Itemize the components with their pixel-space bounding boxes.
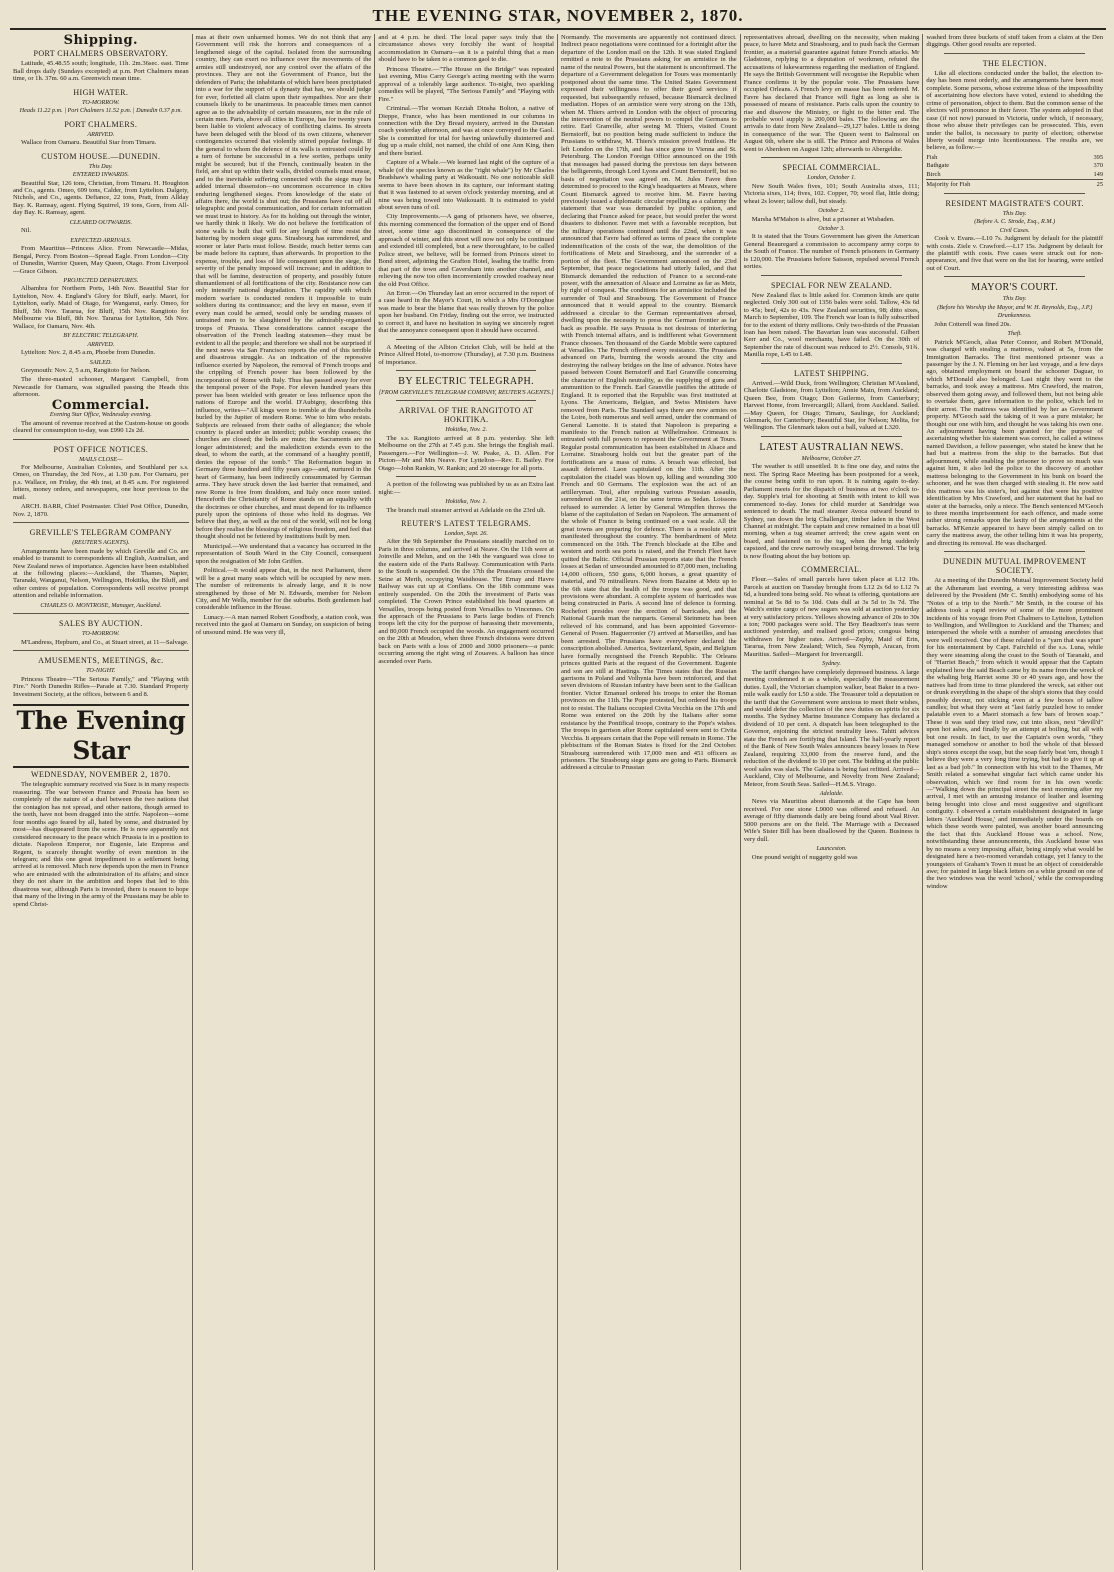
post-office-text: For Melbourne, Australian Colonies, and Southland per s.s. Omeo, on Thursday, the 3rd Nov., at 1.30 p.m. For Oamaru, per p.s. Wallace, on Friday, the 4th inst, at 8.45 a.m. For registered letters, money orders, and newspapers, one hour previous to the mail. <box>13 464 189 501</box>
evening-star-title: The Evening Star <box>13 704 189 768</box>
adelaide-text: News via Mauritius about diamonds at the Cape has been received. For one stone L9000 was offered and refused. An average of fifty diamonds daily are being found about Vaal River. 5000 persons are on the field. The Marriage with a Deceased Wife's Sister Bill has been disallowed by the Queen. Business is very dull. <box>743 798 920 843</box>
divider <box>396 339 537 340</box>
divider <box>761 363 902 364</box>
special-commercial-sub-3: October 3. <box>818 224 845 232</box>
divider <box>396 476 537 477</box>
special-commercial-sub-2: October 2. <box>818 207 845 215</box>
editorial-text: The telegraphic summary received via Suez is in many respects reassuring. The war between France and Prussia has been so completely of the nature of a duel between the two nations that the contagion has not spread, and other nations, though armed to the teeth, have not been dragged into the strife. Napoleon—some four months ago feared by all, hated by some, and distrusted by most—has disappeared from the scene. He is now apparently not considered necessary to the peace which Prussia is in a position to dictate. Napoleon Emperor, nor Eugenie, late Empress and Regent, is scarcely thought worthy of even mention in the telegram; and this one great impediment to a settlement being arrived at is removed. Much now depends upon the men in France who are entrusted with the administration of its affairs; and since they do not share in the ambition and hopes that led to this disastrous war, although Paris is invested, there is reason to hope that many of the living in the army of the Prussians may be able to spend Christ- <box>13 781 189 908</box>
divider <box>944 53 1085 54</box>
commercial-heading: Commercial. <box>51 397 150 413</box>
divider <box>396 370 537 371</box>
special-commercial-text: New South Wales fives, 101; South Australia sixes, 111; Victoria sixes, 114; fives, 102. Copper, 70; wool flat, little doing; wheat 2s lower; tallow dull, but steady. <box>743 182 920 205</box>
majority-value: 25 <box>1096 181 1104 189</box>
launceston-sub: Launceston. <box>816 845 847 853</box>
launceston-continued: washed from three buckets of stuff taken from a claim at the Den diggings. Other good results are reported. <box>926 34 1104 49</box>
observatory-heading: PORT CHALMERS OBSERVATORY. <box>33 49 169 59</box>
commercial-text: The amount of revenue received at the Custom-house on goods cleared for consumption to-day, was £990 12s 2d. <box>13 419 189 435</box>
editorial-continued: mas at their own unharmed homes. We do not think that any Government will risk the horrors and consequences of a lengthened siege of the capital. Isolated from the surrounding country, they can exert no influence over the movements of the armies still undestroyed, nor any control over the affairs of the provinces. They are not the Government of France, but the defenders of Paris; the inhabitants of which have been precipitated into a war for the support of a dynasty that has, we should judge for ever, forfeited all claim upon their sympathies. Nor are their counsels likely to be unanimous. In peaceable times men cannot agree as to the advisability of certain measures, nor in the rule of certain men. Paris, above all cities in Europe, has for twenty years been liable to violent advocacy of conflicting claims. Its streets have been deluged with the blood of its own citizens, whenever contingencies occurred that violently stirred popular feelings. If the general to whom the defence of its walls is entrusted could by a turn of fortune be successful in a few sorties, perhaps unity might be secured; but if the French, continually beaten in the field, are shut up within their walls, divided counsels must ensue, and to the inevitable suffering connected with the siege may be added internal dissension—no uncommon occurrence in cities enduring lengthened sieges. From knowledge of the state of affairs there, the world is shut out; the Prussians have cut off all telegraphic and postal communication, and for certain information we must trust to history. As for its holding out through the winter, we hardly think it likely. We do not believe the fortification of stone walls is built that will for any length of time resist the battering by modern siege guns. Strasbourg has surrendered, and sooner or later Paris must follow. Beside, much better terms can be made before its capture, than afterwards. In proportion to the expense, trouble, and loss of life consequent upon the siege, the severity of the penalty imposed will increase; and in addition to that will be famine, destruction of property, and possibly future dismantlement of all fortifications of the city. Resistance now can only intensify national degradation. The rapidity with which modern warfare is conducted renders it impossible to train soldiers during its continuance; and the levy en masse, even if every man could be armed, would only be sending masses of untrained men to be slaughtered by the admirably-organised troops of Prussia. These considerations cannot escape the observation of the French leading statesmen—they must be evident to all the people; and therefore we shall not be surprised if the next news via San Francisco reports the end of this terrible and disastrous struggle. As an indication of the repressive influence exerted by Napoleon, the removal of French troops and the crippling of French power has been followed by the incorporation of Rome with Italy. Thus has passed away for ever the temporal power of the Pope. For eleven hundred years this power has been wielded with greater or less influence upon the nations of Europe and the world. D'Aubigny, describing this influence, writes—"All kings were to tremble at the thunderbolts hurled by the Jupiter of modern Rome. Woe to him who resists. Subjects are released from their oaths of allegiance; the whole country is placed under an interdict; public worship ceases; the churches are closed; the bells are mute; the Sacraments are no longer administered; and the malediction extends even to the dead, to whom the earth, at the command of a haughty pontiff, denies the repose of the tomb." The Reformation begun in Germany three hundred and fifty years ago—and, nurtured in the heart of Germany, has been indirectly consummated by German arms. They have struck down the last barrier that remained, and now Rome is free from thraldom, and Italy once more united. Henceforth the Christianity of Rome stands on an equality with the doctrines or other churches, and must depend for its influence purely upon the opinions of those who hold its dogmas. We believe that they, as well as the rest of the world, will not be long before they realise the blessings of religious freedom, and feel that thought should not be fettered by institutions built by men. <box>195 34 372 541</box>
launceston-text: One pound weight of nuggetty gold was <box>751 853 858 861</box>
mayors-court-heading: MAYOR'S COURT. <box>971 282 1059 294</box>
election-heading: THE ELECTION. <box>982 58 1047 68</box>
column-4 <box>558 34 741 1570</box>
column-1 <box>10 34 193 1570</box>
divider <box>13 613 189 614</box>
column-5 <box>741 34 924 1570</box>
portion-sub: Hokitika, Nov. 1. <box>445 498 487 506</box>
drunkenness-text: John Cotterell was fined 20s. <box>934 320 1012 328</box>
columns <box>10 34 1106 1570</box>
arrived-text: Wallace from Oamaru. Beautiful Star from Timaru. <box>21 139 157 147</box>
divider <box>13 650 189 651</box>
post-office-signature: ARCH. BARR, Chief Postmaster. Chief Post Office, Dunedin, Nov. 2, 1870. <box>13 503 189 518</box>
sydney-sub: Sydney. <box>822 660 841 668</box>
divider <box>761 157 902 158</box>
municipal-paragraph: Municipal.—We understand that a vacancy has occurred in the representation of South Ward in the City Council, consequent upon the resignation of Mr John Griffen. <box>195 542 372 565</box>
political-paragraph: Political.—It would appear that, in the next Parliament, there will be a great many seats which will be occupied by new men. The number of retirements is already large, and it is now strengthened by those of Mr N. Edwards, member for Nelson City, and Mr Wells, member for the suburbs. Both gentlemen had considerable influence in the House. <box>195 567 372 612</box>
column-2 <box>193 34 376 1570</box>
sydney-text: The tariff changes have completely depressed business. A large meeting condemned it as a whole, especially the measurement duties. Lyall, the Victorian champion walker, beat Baker in a two-mile walk easily for L50 a side. The Treasurer told a deputation re the tariff that the Government were anxious to meet their wishes, and would defer the collection of the new duties on spirits for six months. The Sydney Marine Insurance Company has declared a dividend of 10 per cent. A dispatch has been telegraphed to the Governor, enjoining the strictest neutrality laws. Tahiti advices state the French are fortifying that Island. The half-yearly report of the Bank of New South Wales announces heavy losses in New Zealand, requiring 33,000 from the reserve fund, and the reduction of the dividend to 10 per cent. The bidding at the public wool sales was slack. The Galatea is being fast refitted. Arrived—Auckland, City of Melbourne, and Novelty from New Zealand; Meteor, from South Seas. Sailed—H.M.S. Virago. <box>743 668 920 788</box>
special-commercial-text-3: It is stated that the Tours Government has given the American General Beauregard a commission to accompany army corps to the South of France. The number of French prisoners in Germany is 120,000. The Prussians before Saisson, repulsed several French sorties. <box>743 233 920 271</box>
divider <box>761 436 902 437</box>
commercial-sub: Evening Star Office, Wednesday evening. <box>49 411 152 419</box>
lunacy-paragraph: Lunacy.—A man named Robert Goodbody, a station cook, was received into the gaol at Oamaru on Sunday, on suspicion of being of unsound mind. He was very ill, <box>195 613 372 636</box>
commercial-heading: COMMERCIAL. <box>801 565 862 575</box>
australian-news-text: The weather is still unsettled. It is fine one day, and rains the next. The Spring Race Meeting has been postponed for a week, the course being unfit to run upon. It is raining again to-day. Parliament meets for the dispatch of business at two o'clock to-day. Supple's trial for shooting at Smith with intent to kill was commenced to-day. Jones for child murder at Sandridge was sentenced to death. The mail steamer Avoca outward bound to Sydney, ran down the brig Challenger, timber laden in the West Channel at midnight. The captain and crew remained in a boat till morning, when a tug steamer arrived; the crew again went on board, and fastened on to the tug, when the brig suddenly capsized, and the crew narrowly escaped being drowned. The brig is now floating about the bay bottom up. <box>743 463 920 560</box>
majority-row <box>926 179 1103 188</box>
tel-arrived-text: Lyttelton: Nov. 2, 8.45 a.m, Phoebe from Dunedin. <box>21 349 156 357</box>
custom-house-heading: CUSTOM HOUSE.—DUNEDIN. <box>41 151 161 161</box>
criminal-paragraph: Criminal.—The woman Keziah Dinsha Bolton, a native of Dieppe, France, who has been mentioned in our columns in connection with the Dry Bread mystery, arrived in the Dunstan coach yesterday afternoon, and was at once conveyed to the Gaol. She is committed for trial for having unlawfully disinterred and dug up a male child, not named, the child of one Ann King, then and there buried. <box>378 105 555 157</box>
divider <box>396 400 537 401</box>
entered-sub: ENTERED INWARDS. <box>72 171 129 179</box>
city-improvements-paragraph: City Improvements.—A gang of prisoners have, we observe, this morning commenced the formation of the upper end of Bond street, some time ago discontinued in consequence of the approach of winter, and this street will now not only be continued and extended till completed, but a new thoroughfare, to be called Police street, we believe, will be formed from Princes street to Bond street, adjoining the Grafton Hotel, leading the traffic from that part of the town and Caversham into another channel, and relieving the now too often inconveniently crowded roadway near the old Post Office. <box>378 213 555 288</box>
adelaide-sub: Adelaide. <box>819 789 844 797</box>
latest-shipping-text: Arrived.—Wild Duck, from Wellington; Christian M'Ausland, Charlotte Gladstone, from Lyttelton; Annie Main, from Auckland; Queen Bee, from Otago; Don Guilermo, from Canterbury; Harvest Home, from Invercargill; Allard, from Auckland. Sailed.—May Queen, for Otago; Timaru, Saulinge, for Auckland; Glenmark, for Canterbury; Beautiful Star, for Nelson; Melita, for Wellington. The Glenmark takes out a ball, valued at L320. <box>743 379 920 432</box>
cleared-sub: CLEARED OUTWARDS. <box>69 218 133 226</box>
candidate-name: Bathgate <box>926 162 950 170</box>
amusements-heading: AMUSEMENTS, MEETINGS, &c. <box>38 656 164 666</box>
result-row <box>926 162 1103 169</box>
cleared-text: Nil. <box>21 227 32 235</box>
mayors-court-bench: (Before his Worship the Mayor, and W. H. Reynolds, Esq., J.P.) <box>937 303 1093 311</box>
auction-sub: TO-MORROW. <box>82 630 120 638</box>
greville-heading: GREVILLE'S TELEGRAM COMPANY <box>29 528 173 538</box>
telegraph-heading: BY ELECTRIC TELEGRAPH. <box>398 376 535 388</box>
edition-date: WEDNESDAY, NOVEMBER 2, 1870. <box>30 770 171 779</box>
rangitoto-sub: Hokitika, Nov. 2. <box>445 426 487 434</box>
observatory-text: Latitude, 45.48.55 south; longitude, 11h. 2m.36sec. east. Time Ball drops daily (Sundays excepted) at p.m. Port Chalmers mean time, or 1h. 37m. 60 a.m. Greenwich mean time. <box>13 60 189 83</box>
lunacy-continued: and at 4 p.m. he died. The local paper says truly that the circumstance shows very forcibly the want of hospital accommodation in Oamaru—as it is a painful thing that a man should have to be taken to a common gaol to die. <box>378 34 555 64</box>
war-news-text: Normandy. The movements are apparently not continued direct. Indirect peace negotiations were continued for a fortnight after the departure of the London mail on the 12th. It was stated England remitted a note to the Prussians asking for an armistice in the name of the neutral Powers, but the statement is unconfirmed. The departure of a Government delegation for Tours was momentarily postponed about the same time. The United States Government expressed their willingness to offer their good services if requested, but subsequently refused, because Bismarck declined mediation. Hopes of an armistice were very strong on the 13th, when M. Thiers arrived in London with the object of procuring the intervention of the neutral powers to compel the Germans to retire. Earl Granville, after seeing M. Thiers, visited Count Bernstorff, but no position being made sufficient to induce the Prussians to withdraw, M. Thiers's mission proved fruitless. He left London on the 17th, and has since gone to Vienna and St. Petersburg. The London Foreign Office announced on the 19th that messages had passed during the previous ten days between the belligerents, through Lord Lyons and Count Bernstorff, but no basis of negotiation was agreed on. M. Jules Favre then determined to proceed to the King's headquarters at Meaux, where Count Bismarck agreed to receive him. M. Favre having previously issued a diplomatic circular repelling as a calumny the statement that war was demanded by public opinion, and declaring that France asked for peace, but would prefer the worst disasters to dishonor. Favre met with a favorable reception, but the military operations continued until the 22nd, when it was announced that Favre had offered as terms of peace the complete indemnification of the costs of the war, the demolition of the fortifications of Metz and Strasbourg, and the surrender of a portion of the fleet. The Government announced on the 23rd September, that peace negociations had utterly failed, and that Bismarck demanded the reduction of France to a second-rate power, with the annexation of Alsace and Lorraine as far as Metz, by right of conquest. The conditions for an armistice included the surrender of Toul and Strasbourg. The Government of France announced that it would appeal to the country. Bismarck addressed a circular to the German representatives abroad, dwelling upon the necessity to press the German frontier as far back as possible. He says Prussia is not desirous of interfering with French internal affairs, and is indifferent what Government France chooses. Ten thousand of the Garde Mobile were captured at Versailles. The French offered every resistance. The Prussians advanced on Paris, burning the woods around the city and destroying the railway bridges on the line of advance. Notes have passed between Count Bernstorff and Earl Granville concerning the character of English neutrality, as the supplying of guns and ammunition to the French. Earl Granville justifies the attitude of England. It is reported that the Republic was first instituted at Lyons. The Americans, Belgian, and Swiss Ministers have removed from Paris. The Standard says there are now armies on the Loire, both numerous and well armed, under the command of General Lamotte. It is stated that Napoleon is preparing a manifesto to the French nation at Wilhelmshoe. Crimeaux is entrusted with full powers to represent the Government at Tours. Regular postal communication has been established in Alsace and Lorraine. Strasbourg holds out but the greater part of the fortifications are a mass of ruins. A breach was effected, but assault deferred. Laon capitulated on the 11th. After the capitulation the citadel was blown up, killing and wounding 300 French and 60 Germans. The explosion was the act of an artilleryman. Toul, after repulsing various Prussian assaults, surrendered on the 21st, on the same terms as Sedan. Loissons refused to surrender. A letter by General Wimpffen throws the blame of the capitulation of Sedan on Napoleon. The armament of the whole of France is being continued on a vast scale. All the great towns are preparing for defence. There is a resolute spirit manifested throughout the country. The bombardment of Metz commenced on the 16th. The French blockade at the Elbe and western and north sea ports is raised, and the French Fleet have quitted the Baltic. Official Prussian reports state that the French losses at Sedan of unwounded amounted to 87,000 men, including 14,000 officers, 550 guns, 6,000 horses, a great quantity of material, and 70 mitrailleurs. News from Bazaine at Metz up to the 6th state that the health of the troops was good, and that provisions were abundant. A complete system of barricades was being constructed in Paris. A second line of defence is forming. Rochefort presides over the erection of barricades, and the National Guards man the ramparts. General Steinmetz has been relieved of his command, and has been appointed Governor-General of Posen. Haguerronier (?) arrived at Marseilles, and has been arrested. The Prussians have everywhere declared the conscription abolished. America, Switzerland, Spain, and Belgium have formally recognised the French Republic. The Orleans princes quitted Paris at the request of the Government. Eugenie and son are still at Hastings. The Times states that the Russian garrisons in Poland and Volhynia have been reinforced, and that seven divisions of Russian infantry have been sent to the Gallican frontier. Victor Emanuel ordered his troops to enter the Roman provinces on the 11th. The Pope protested, but ordered his troops not to resist. The Italians occupied Civita Vecchia on the 17th and Rome was entered on the 20th by the Italians after some resistance by the Pontifical troops, contrary to the Pope's wishes. The troops in garrison after Rome capitulated were sent to Civita Vecchia. It appears certain that the Pope will remain in Rome. The plebiscitum of the Roman States is fixed for the 2nd October. Strasbourg surrendered with 17,000 men and 451 officers as prisoners. The Strasbourg siege guns are going to Paris. Bismarck addressed a circular to Prussian <box>561 34 737 772</box>
port-chalmers-heading: PORT CHALMERS. <box>64 119 138 129</box>
entered-text: Beautiful Star, 126 tons, Christian, from Timaru. H. Houghton and Co., agents. Omeo, 699 tons, Calder, from Lyttelton. Dalgety, Nichols, and Co., agents. Defiance, 22 tons, Pratt, from Allday Bay. K. Ramsay, agent. Flying Squirrel, 19 tons, Gorn, from All-day Bay. K. Ramsay, agent. <box>13 179 189 217</box>
greville-signature: CHARLES O. MONTROSE, Manager, Auckland. <box>40 601 162 609</box>
projected-text: Albambra for Northern Ports, 14th Nov. Beautiful Star for Lyttelton, Nov. 4. England's Glory for Bluff, early. Maori, for Lyttelton, early. Maid of Otago, for Wanganui, early. Omeo, for Bluff, 5th Nov. Tararua, for Bluff, 15th Nov. Rangitoto for Melbourne via Bluff, 8th Nov. Tararua for Lyttelton, 5th Nov. Wallace, for Oamaru, Nov. 4th. <box>13 285 189 330</box>
princess-theatre-paragraph: Princess Theatre.—"The House on the Bridge" was repeated last evening, Miss Carry George's acting meeting with the warm approval of a tolerably large audience. To-night, two sparkling comedies will be played, "The Serious Family" and "Playing with Fire." <box>378 65 555 103</box>
column-3 <box>375 34 558 1570</box>
divider <box>13 522 189 523</box>
telegraph-sub: BY ELECTRIC TELEGRAPH. <box>63 332 139 340</box>
commercial-text: Flour.—Sales of small parcels have taken place at L12 10s. Parcels at auction on Tuesday brought from L12 2s 6d to L12 7s 6d, a hundred tons being sold. No wheat is offering, quotations are nominal at 5s 8d to 5s 10d. Oats dull at 3s 5d to 3s 7d. The Watch's entire cargo of new sugars was sold at auction yesterday at very satisfactory prices. Yellows showing advance of 20s to 30s a ton; 7000 packages were sold. The Boy Beadixen's teas were auctioned yesterday, and realised good prices; congous being withdrawn for higher rates. Arrived—Zephy, Maid of Erin, Tararua, from New Zealand; Witch, Sea Nymph, Aracan, from Mauritius. Sailed—Margaret for Invercargill. <box>743 576 920 658</box>
column-6 <box>923 34 1106 1570</box>
post-office-sub: MAILS CLOSE— <box>79 455 123 463</box>
majority-label: Majority for Fish <box>926 181 971 189</box>
tel-sailed-sub: SAILED. <box>89 358 112 366</box>
civil-cases-sub: Civil Cases. <box>999 226 1030 234</box>
theft-text: Patrick M'Geoch, alias Peter Connor, and Robert M'Donald, was charged with stealing a mattress, valued at 5s, from the Immigration Barracks. The first mentioned prisoner was a passenger by the J. N. Fleming on her last voyage, and a few days ago, obtained employment on board the schooner Daguar, to which M'Donald also belonged. Last night they went to the barracks, and took away a mattress. Mrs Crawford, the matron, observed them going away, and followed them, but not being able to overtake them, gave information to the police, which led to their arrest. The mattress was identified by her as Government property. M'Geoch said the taking of it was a pure mistake; he thought our one with him, and thought he was taking his own one. An adjournment having been granted for the purpose of ascertaining whether his statement was correct, he called a witness named Davidson, a fellow passenger, who stated he knew that he had but a mattress from the ship to the barracks. But that adjournment, while enabling the prisoner to prove so much was against him, it also led the police to the discovery of another mattress belonging to the Government in his bunk on board the schooner, and he was then charged with stealing it. He now said this mattress was his sister's, but against that were his positive identification by Mrs Crawford, and her statement that he had no sister at the barracks, only a niece. The Bench sentenced M'Geoch to three months imprisonment for each offence, and made some rather strong remarks upon the laxity of the arrangements at the barracks. M'Kenzie appeared to have been simply called on to carry the mattress away, the other telling him it was his property, and directing its removal. He was discharged. <box>926 338 1104 547</box>
high-water-sub: TO-MORROW. <box>82 98 120 106</box>
albion-paragraph: A Meeting of the Albion Cricket Club, will be held at the Prince Alfred Hotel, to-morrow (Thursday), at 7.30 p.m. Business of importance. <box>378 343 555 366</box>
expected-sub: EXPECTED ARRIVALS. <box>70 236 132 244</box>
candidate-votes: 149 <box>1093 170 1104 178</box>
greville-sub: (REUTER'S AGENTS). <box>72 539 130 547</box>
rm-court-text: Cook v. Evans.—L10 7s. Judgment by default for the plaintiff with costs. Ziele v. Crawford.—L17 15s. Judgment by default for the plaintiff with costs. Five cases were struck out for non-appearance, and five that were on the list for hearing, were settled out of Court. <box>926 235 1104 272</box>
mayors-court-sub: This Day. <box>1002 295 1027 303</box>
reuter-text: After the 9th September the Prussians steadily marched on to Paris in three columns, and arrived at Neave. On the 11th were at Joinville and Melun, and on the 14th the vanguard was close to the eastern side of the Paris Railway. Communication with Paris to the South is suspended. On the 17th the Prussians crossed the Seine at Merth, occupying Waisthouse. The Ernay and Havre Railway was cut up at Conflans. On the 18th commune was entirely suspended. On the 20th the investment of Paris was completed. The Crown Prince established his head quarters at Versailles, troops being posted from Versailles to Vincennes. On the approach of the Prussians to Paris large bodies of French troops left the city for the purpose of harassing their movements, and 80,000 French occupied the woods. An engagement occurred on the 20th at Meudon, when three French divisions were driven back on Paris with a loss of 2000 and 3000 prisoners—a panic occurring among the right wing of Zouaves. A balloon has since ascended over Paris. <box>378 538 555 665</box>
greville-text: Arrangements have been made by which Greville and Co. are enabled to transmit to correspondents all English, Australian, and New Zealand news of importance. Agencies have been established at the following places:—Auckland, the Thames, Napier, Taranaki, Wanganui, Nelson, Wellington, Hokitika, the Bluff, and other centres of population. Correspondents will receive prompt attention and reliable information. <box>13 547 189 600</box>
result-row <box>926 171 1103 178</box>
war-news-continued: representatives abroad, dwelling on the necessity, when making peace, to have Metz and Strasbourg, and to push back the German frontier, as a material guarantee against future French attacks. Mr Gladstone, replying to a deputation of workmen, refuted the accusations of lukewarmness regarding the mediation of England. He says the British Government will recognise the Republic when France confirms it by the popular vote. The Prussians have occupied Orleans. A French levy en masse has been ordered. M. Favre has declared that France will fight as long as she is possessed of means of resistance. Paris calls upon the country to rise and disavow the Ministry, or fight to the bitter end. The probable wool supply is 200,000 bales. The following are the arrivals to date from New Zealand—29,127 bales. Little is doing in consequence of the war. The Queen went to Balmoral on August 6th, where she is still. The Prince and Princess of Wales went to Aberdeen on August 12th; afterwards to Abergeldie. <box>743 34 920 153</box>
latest-shipping-heading: LATEST SHIPPING. <box>793 368 870 378</box>
amusements-text: Princess Theatre—"The Serious Family," and "Playing with Fire." North Dunedin Rifles—Parade at 7.30. Standard Property Investment Society, at the offices, between 6 and 8. <box>13 675 189 698</box>
special-commercial-sub: London, October 1. <box>807 174 856 182</box>
reuter-heading: REUTER'S LATEST TELEGRAMS. <box>401 519 532 529</box>
divider <box>944 276 1085 277</box>
special-commercial-text-2: Marsha M'Mahon is alive, but a prisoner at Wisbaden. <box>751 215 895 223</box>
error-paragraph: An Error.—On Thursday last an error occurred in the report of a case heard in the Mayor's Court, in which a Mrs O'Donoghue was made to bear the blame that was really thrown by the police upon her husband. On Friday, finding out the error, we instructed to correct it, and have no hesitation in saying we sincerely regret that the annoyance consequent upon it should have occurred. <box>378 289 555 335</box>
candidate-name: Fish <box>926 153 938 161</box>
reuter-sub: London, Sept. 26. <box>444 530 488 538</box>
auction-text: M'Landress, Hepburn, and Co., at Stuart street, at 11—Salvage. <box>21 638 189 646</box>
projected-sub: PROJECTED DEPARTURES. <box>63 276 139 284</box>
masthead: THE EVENING STAR, NOVEMBER 2, 1870. <box>10 6 1106 30</box>
rm-court-sub: This Day. <box>1002 209 1027 217</box>
high-water-row: Heads 11.22 p.m. | Port Chalmers 11.52 p.m. | Dunedin 0.37 p.m. <box>19 107 182 115</box>
rangitoto-text: The s.s. Rangitoto arrived at 8 p.m. yesterday. She left Melbourne on the 27th at 7.45 p.m. She brings the English mail. Passengers.—For Wellington—J. W. Peake, A. D. Allen. For Picton—Mr and Mrs Neave. For Lyttelton—Rev. E. Bailey. For Otago—John Rankin, W. Rankin; and 20 steerage for all ports. <box>378 434 555 472</box>
result-row <box>926 154 1103 161</box>
mutual-improvement-heading: DUNEDIN MUTUAL IMPROVEMENT SOCIETY. <box>942 557 1087 576</box>
portion-body: The branch mail steamer arrived at Adelaide on the 23rd ult. <box>386 506 546 514</box>
special-nz-heading: SPECIAL FOR NEW ZEALAND. <box>770 280 893 290</box>
divider <box>13 439 189 440</box>
schooner-text: The three-masted schooner, Margaret Campbell, from Newcastle for Oamaru, was signalled passing the Heads this afternoon. <box>13 376 189 399</box>
rm-court-bench: (Before A. C. Strode, Esq., R.M.) <box>974 218 1056 226</box>
drunkenness-sub: Drunkenness. <box>997 312 1032 320</box>
candidate-votes: 395 <box>1093 153 1104 161</box>
australian-news-sub: Melbourne, October 27. <box>801 454 862 462</box>
tel-sailed-text: Greymouth: Nov. 2, 5 a.m, Rangitoto for Nelson. <box>21 366 151 374</box>
post-office-heading: POST OFFICE NOTICES. <box>53 444 149 454</box>
high-water-heading: HIGH WATER. <box>73 87 129 97</box>
special-nz-text: New Zealand flax is little asked for. Common kinds are quite neglected. Only 300 out of 1356 bales were sold. Tallow, 43s 6d to 45s; beef, 42s to 43s. New Zealand securities, 98; ditto sixes, March to September, 109. The French war loan is fully subscribed for to the extent of thirty millions. Only two-thirds of the Prussian loan has been raised. The Bavarian loan was successful. Gilbert Kerr and Co., wool merchants, have failed. On the 30th of September the rate of discount was reduced to 2½. Consols, 91¾. Manilla rope, L45 to L48. <box>743 291 920 359</box>
divider <box>944 551 1085 552</box>
mutual-improvement-text: At a meeting of the Dunedin Mutual Improvement Society held at the Athenæum last evening, a very interesting address was delivered by the President (Mr C. Smith) embodying some of his "Notes of a trip to the North." Mr Smith, in the course of his address took a rapid review of some of the more prominent incidents of his voyage from Port Chalmers to Lyttelton, Lyttelton to Wellington, and Wellington to Auckland and the Thames; and interspersed the whole with a number of amusing anecdotes that were well received. One of these related to a "yarn that was spun" for his entertainment by Capt. Fairchild of the s.s. Luna, while they were steaming along the coast to the South of Taranaki, and of "Harriet Beach," from which it would appear that the Captain explained how the said Beach came by its name from the wreck of the whaling brig Harriet some 30 or 40 years ago, and how the natives had from time to time plundered the wreck, sat either out or drunk everything in the shape of the ship's stores that they could possibly devour, not sticking even at a few boxes of tallow candles; but what they were at "last fairly puzzled how to render palatable even to a Maori stomach a few bars of brown soap." These it was said they tried raw, cut into slices, next "devill'd" upon hot ashes, and finally by an attempt at boiling, but all with but one result. In fact, to use the Captain's own words, "they managed somehow or another to boil the whole of that blessed ship's stores except the soap, but the soap fairly beat 'em, though I believe they were a very long time trying, but had to give it up at last as a bad job." In connection with his visit to the Thames, Mr Smith related a somewhat singular fact which came under his observation, which we find room for in his own words:—"Walking down the principal street the next morning after my arrival, I met with an amusing instance of leather and learning being brought into close and most suggestive and significant contiguity. I observed a certain establishment designated in large letters 'Auckland House,' and immediately under the boards on which these words were painted, was another board announcing the fact that this Auckland House was a school. Now, notwithstanding these announcements, this Auckland house was by no means a very imposing affair, being simply what would be designated here a two-roomed verandah cottage, yet I fancy to the youngsters of Graham's Town it must be an object of considerable awe; for painted in large black letters on a white ground on one of the two windows was the word 'school,' while the corresponding window <box>926 577 1104 890</box>
rm-court-heading: RESIDENT MAGISTRATE'S COURT. <box>945 198 1084 208</box>
divider <box>761 275 902 276</box>
whale-paragraph: Capture of a Whale.—We learned last night of the capture of a whale (of the species known as the "right whale") by Mr Charles Bradshaw's whaling party at Waikouaiti. No one noticeable skill seems to have been shown in its capture, our informant stating that it was fastened to at seven o'clock yesterday morning, and at nine was being towed into Waikouaiti. It is estimated to yield about seven tuns of oil. <box>378 159 555 211</box>
election-text: Like all elections conducted under the ballot, the election to-day has been most orderly, and the arrangements have been most complete. Some persons, whose extreme ideas of the impossibility of ascertaining how electors have voted, extend to shedding the crime of personation, object to them. But the common sense of the electors will pronounce in their favor. The system adopted in that case (if not now) pursued in Victoria, under which, if necessary, those who abuse their privileges can be prosecuted. This, even under the ballot, is necessary to purity of election; otherwise liberty would merge into licentiousness. The results are, we believe, as follow:— <box>926 69 1104 152</box>
tel-arrived-sub: ARRIVED. <box>87 340 115 348</box>
amusements-sub: TO-NIGHT. <box>86 667 116 675</box>
shipping-heading: Shipping. <box>63 34 139 48</box>
australian-news-heading: LATEST AUSTRALIAN NEWS. <box>759 441 904 453</box>
portion-text: A portion of the following was published by us as an Extra last night:— <box>378 481 555 496</box>
arrived-sub: ARRIVED. <box>87 130 115 138</box>
divider <box>944 193 1085 194</box>
expected-text: From Mauritius—Princess Alice. From Newcastle—Midas, Bengal, Percy. From Boston—Spread Eagle. From London—City of Dunedin, Warrior Queen, May Queen, Otago. From Liverpool—Grace Gibson. <box>13 245 189 275</box>
auction-heading: SALES BY AUCTION. <box>59 619 143 629</box>
this-day-sub: This Day. <box>88 162 113 170</box>
special-commercial-heading: SPECIAL COMMERCIAL. <box>782 163 881 173</box>
rangitoto-heading: ARRIVAL OF THE RANGITOTO AT HOKITIKA. <box>398 406 534 425</box>
candidate-votes: 370 <box>1093 162 1104 170</box>
candidate-name: Birch <box>926 170 941 178</box>
theft-sub: Theft. <box>1007 330 1022 338</box>
telegraph-sub: [FROM GREVILLE'S TELEGRAM COMPANY, REUTER'S AGENTS.] <box>378 389 554 397</box>
